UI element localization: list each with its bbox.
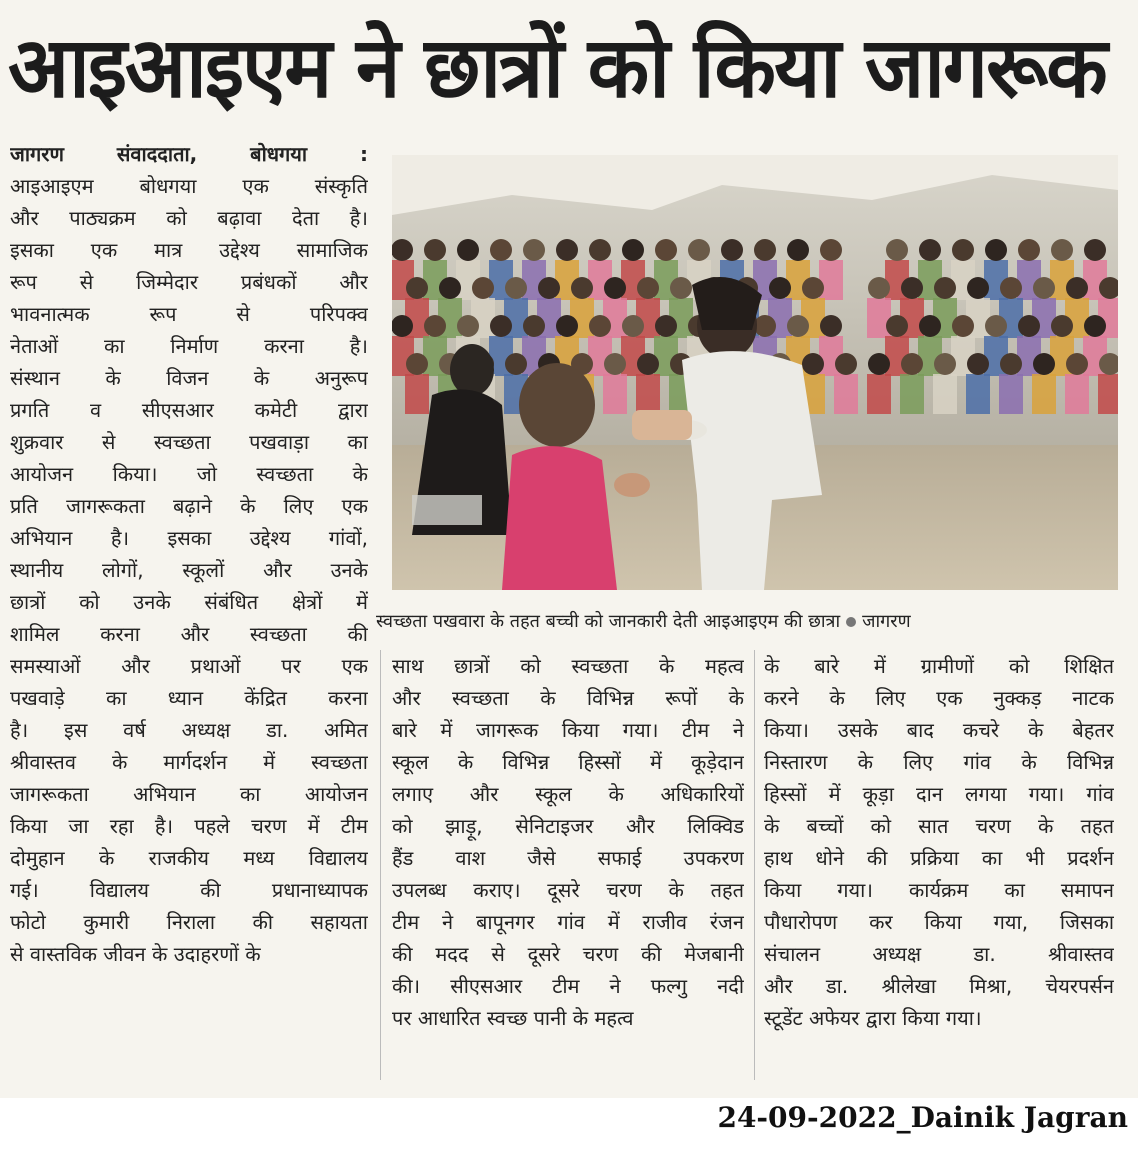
article-line: गई। विद्यालय की प्रधानाध्यापक	[10, 878, 368, 902]
bullet-icon	[846, 617, 856, 627]
article-line: बारे में जागरूक किया गया। टीम ने	[392, 718, 744, 742]
article-line: श्रीवास्तव के मार्गदर्शन में स्वच्छता	[10, 750, 368, 774]
article-line: प्रगति व सीएसआर कमेटी द्वारा	[10, 398, 368, 422]
caption-text: स्वच्छता पखवारा के तहत बच्ची को जानकारी देती आइआइएम की छात्रा	[376, 611, 841, 632]
article-line: पखवाड़े का ध्यान केंद्रित करना	[10, 686, 368, 710]
article-line: को झाड़ू, सेनिटाइजर और लिक्विड	[392, 814, 744, 838]
article-line: अभियान है। इसका उद्देश्य गांवों,	[10, 526, 368, 550]
article-line: स्थानीय लोगों, स्कूलों और उनके	[10, 558, 368, 582]
article-line: और स्वच्छता के विभिन्न रूपों के	[392, 686, 744, 710]
article-column-3	[764, 650, 1114, 1034]
caption-credit: जागरण	[862, 611, 911, 632]
article-line: इसका एक मात्र उद्देश्य सामाजिक	[10, 238, 368, 262]
article-line: स्टूडेंट अफेयर द्वारा किया गया।	[764, 1006, 982, 1030]
article-line: संस्थान के विजन के अनुरूप	[10, 366, 368, 390]
photo-crowd-illustration	[392, 155, 1118, 590]
article-line: हाथ धोने की प्रक्रिया का भी प्रदर्शन	[764, 846, 1114, 870]
article-line: रूप से जिम्मेदार प्रबंधकों और	[10, 270, 368, 294]
article-line: छात्रों को उनके संबंधित क्षेत्रों में	[10, 590, 368, 614]
column-divider	[754, 650, 755, 1080]
article-line: नेताओं का निर्माण करना है।	[10, 334, 368, 358]
article-line: दोमुहान के राजकीय मध्य विद्यालय	[10, 846, 368, 870]
article-line: की मदद से दूसरे चरण की मेजबानी	[392, 942, 744, 966]
article-column-1	[10, 138, 368, 970]
article-line: के बच्चों को सात चरण के तहत	[764, 814, 1114, 838]
article-line: किया गया। कार्यक्रम का समापन	[764, 878, 1114, 902]
article-line: निस्तारण के लिए गांव के विभिन्न	[764, 750, 1114, 774]
article-line: से वास्तविक जीवन के उदाहरणों के	[10, 942, 261, 966]
article-line: भावनात्मक रूप से परिपक्व	[10, 302, 368, 326]
article-line: हैंड वाश जैसे सफाई उपकरण	[392, 846, 744, 870]
article-line: के बारे में ग्रामीणों को शिक्षित	[764, 654, 1114, 678]
article-line: संचालन अध्यक्ष डा. श्रीवास्तव	[764, 942, 1114, 966]
byline: जागरण संवाददाता, बोधगया :	[10, 142, 368, 166]
article-line: आयोजन किया। जो स्वच्छता के	[10, 462, 368, 486]
article-line: आइआइएम बोधगया एक संस्कृति	[10, 174, 368, 198]
source-date-label: 24-09-2022_Dainik Jagran	[717, 1101, 1128, 1134]
article-line: करने के लिए एक नुक्कड़ नाटक	[764, 686, 1114, 710]
article-line: पर आधारित स्वच्छ पानी के महत्व	[392, 1006, 634, 1030]
article-line: पौधारोपण कर किया गया, जिसका	[764, 910, 1114, 934]
headline: आइआइएम ने छात्रों को किया जागरूक	[8, 18, 1106, 117]
article-line: शामिल करना और स्वच्छता की	[10, 622, 368, 646]
article-line: और पाठ्यक्रम को बढ़ावा देता है।	[10, 206, 368, 230]
article-line: है। इस वर्ष अध्यक्ष डा. अमित	[10, 718, 368, 742]
article-line: लगाए और स्कूल के अधिकारियों	[392, 782, 744, 806]
article-line: जागरूकता अभियान का आयोजन	[10, 782, 368, 806]
article-line: स्कूल के विभिन्न हिस्सों में कूड़ेदान	[392, 750, 744, 774]
article-line: शुक्रवार से स्वच्छता पखवाड़ा का	[10, 430, 368, 454]
column-divider	[380, 650, 381, 1080]
article-line: हिस्सों में कूड़ा दान लगया गया। गांव	[764, 782, 1114, 806]
article-line: फोटो कुमारी निराला की सहायता	[10, 910, 368, 934]
article-line: किया। उसके बाद कचरे के बेहतर	[764, 718, 1114, 742]
article-line: और डा. श्रीलेखा मिश्रा, चेयरपर्सन	[764, 974, 1114, 998]
article-line: की। सीएसआर टीम ने फल्गु नदी	[392, 974, 744, 998]
article-line: समस्याओं और प्रथाओं पर एक	[10, 654, 368, 678]
article-line: किया जा रहा है। पहले चरण में टीम	[10, 814, 368, 838]
photo-caption	[376, 604, 1116, 640]
news-photo	[392, 155, 1118, 590]
article-line: उपलब्ध कराए। दूसरे चरण के तहत	[392, 878, 744, 902]
article-line: साथ छात्रों को स्वच्छता के महत्व	[392, 654, 744, 678]
article-line: प्रति जागरूकता बढ़ाने के लिए एक	[10, 494, 368, 518]
column-1-body	[10, 170, 368, 970]
article-line: टीम ने बापूनगर गांव में राजीव रंजन	[392, 910, 744, 934]
article-column-2	[392, 650, 744, 1034]
